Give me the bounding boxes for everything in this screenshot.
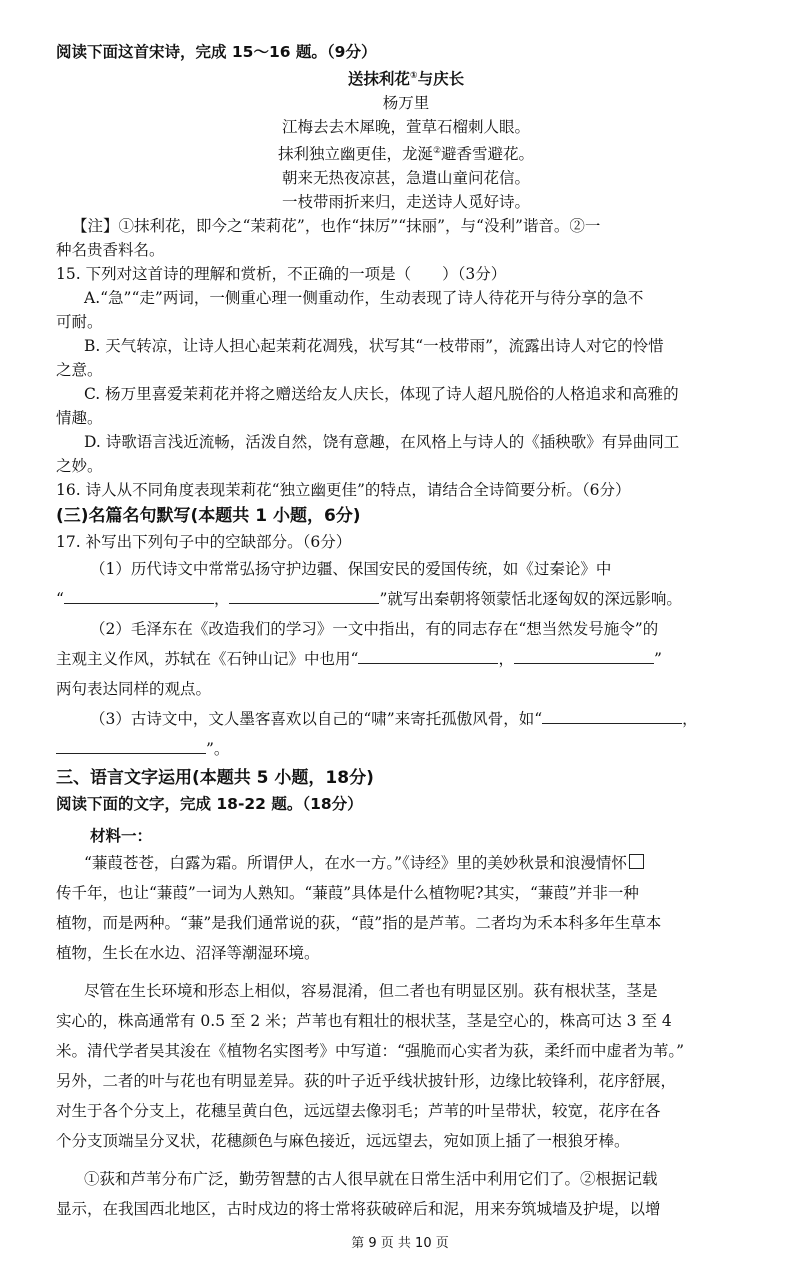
poem-title: 送抹利花①与庆长 xyxy=(347,70,465,89)
option-b-cont: 之意。 xyxy=(56,361,103,380)
exam-page xyxy=(56,40,756,1224)
option-c: C. 杨万里喜爱茉莉花并将之赠送给友人庆长，体现了诗人超凡脱俗的人格追求和高雅的 xyxy=(84,385,679,404)
answer-blank[interactable] xyxy=(542,709,682,724)
section-title: (三)名篇名句默写(本题共 1 小题，6分) xyxy=(56,506,361,527)
option-d: D. 诗歌语言浅近流畅，活泼自然，饶有意趣，在风格上与诗人的《插秧歌》有异曲同工 xyxy=(84,433,680,452)
fill-item-3: （3）古诗文中，文人墨客喜欢以自己的“啸”来寄托孤傲风骨，如“ ， xyxy=(90,710,698,729)
passage-line: 显示，在我国西北地区，古时戍边的将士常将荻破碎后和泥，用来夯筑城墙及护堤，以增 xyxy=(56,1200,661,1219)
material-label: 材料一： xyxy=(90,827,153,846)
fill-item-1-blanks: “ ， ”就写出秦朝将领蒙恬北逐匈奴的深远影响。 xyxy=(56,590,682,609)
part-title: 三、语言文字运用(本题共 5 小题，18分) xyxy=(56,768,374,789)
poem-author: 杨万里 xyxy=(382,94,430,113)
footnote-mark: ① xyxy=(409,71,418,81)
option-d-cont: 之妙。 xyxy=(56,457,103,476)
checkbox-square xyxy=(629,854,644,869)
passage-line: 植物，生长在水边、沼泽等潮湿环境。 xyxy=(56,944,320,963)
poem-line: 朝来无热夜凉甚，急遣山童问花信。 xyxy=(281,169,530,188)
fill-item-1: （1）历代诗文中常常弘扬守护边疆、保国安民的爱国传统，如《过秦论》中 xyxy=(90,560,612,579)
answer-blank[interactable] xyxy=(358,649,498,664)
answer-blank[interactable] xyxy=(229,589,379,604)
passage-line: 米。清代学者吴其浚在《植物名实图考》中写道：“强脆而心实者为荻，柔纤而中虚者为苇。” xyxy=(56,1042,685,1061)
option-a: A.“急”“走”两词，一侧重心理一侧重动作，生动表现了诗人待花开与待分享的急不 xyxy=(84,289,644,308)
poem-note: 种名贵香料名。 xyxy=(56,241,165,260)
part-intro: 阅读下面的文字，完成 18-22 题。（18分） xyxy=(56,795,363,814)
answer-blank[interactable] xyxy=(514,649,654,664)
fill-item-3-cont: ”。 xyxy=(56,734,756,764)
question-16: 16. 诗人从不同角度表现茉莉花“独立幽更佳”的特点，请结合全诗简要分析。（6分） xyxy=(56,481,631,500)
passage-line: 对生于各个分支上，花穗呈黄白色，远远望去像羽毛；芦苇的叶呈带状，较宽，花序在各 xyxy=(56,1102,661,1121)
fill-item-2-cont: 两句表达同样的观点。 xyxy=(56,680,212,699)
passage-line: 另外，二者的叶与花也有明显差异。荻的叶子近乎线状披针形，边缘比较锋利，花序舒展， xyxy=(56,1072,677,1091)
poem-line: 抹利独立幽更佳，龙涎②避香雪避花。 xyxy=(277,145,535,164)
fill-item-2: （2）毛泽东在《改造我们的学习》一文中指出，有的同志存在“想当然发号施令”的 xyxy=(90,620,659,639)
option-c-cont: 情趣。 xyxy=(56,409,103,428)
page-footer: 第 9 页 共 10 页 xyxy=(351,1236,449,1251)
passage-line: ①荻和芦苇分布广泛，勤劳智慧的古人很早就在日常生活中利用它们了。②根据记载 xyxy=(84,1170,658,1189)
option-a-cont: 可耐。 xyxy=(56,313,103,332)
passage-line: 个分支顶端呈分叉状，花穗颜色与麻色接近，远远望去，宛如顶上插了一根狼牙棒。 xyxy=(56,1132,630,1151)
passage-line: 实心的，株高通常有 0.5 至 2 米；芦苇也有粗壮的根状茎，茎是空心的，株高可达 3 至 4 xyxy=(56,1012,672,1031)
answer-blank[interactable] xyxy=(56,739,206,754)
passage-line: “蒹葭苍苍，白露为霜。所谓伊人，在水一方。”《诗经》里的美妙秋景和浪漫情怀 xyxy=(56,848,756,878)
footnote-mark: ② xyxy=(432,146,442,157)
option-b: B. 天气转凉，让诗人担心起茉莉花凋残，状写其“一枝带雨”，流露出诗人对它的怜惜 xyxy=(84,337,664,356)
poem-line: 一枝带雨折来归，走送诗人觅好诗。 xyxy=(281,193,530,212)
question-15: 15. 下列对这首诗的理解和赏析，不正确的一项是（ ）（3分） xyxy=(56,265,507,284)
poem-note: 【注】①抹利花，即今之“茉莉花”，也作“抹厉”“抹丽”，与“没利”谐音。②一 xyxy=(72,217,601,236)
passage-line: 传千年，也让“蒹葭”一词为人熟知。“蒹葭”具体是什么植物呢?其实，“蒹葭”并非一种 xyxy=(56,884,639,903)
passage-line: 尽管在生长环境和形态上相似，容易混淆，但二者也有明显区别。荻有根状茎，茎是 xyxy=(84,982,658,1001)
fill-item-2-blanks: 主观主义作风，苏轼在《石钟山记》中也用“ ， ” xyxy=(56,650,662,669)
passage-line: 植物，而是两种。“蒹”是我们通常说的荻，“葭”指的是芦苇。二者均为禾本科多年生草本 xyxy=(56,914,662,933)
question-17: 17. 补写出下列句子中的空缺部分。（6分） xyxy=(56,533,352,552)
poem-intro: 阅读下面这首宋诗，完成 15～16 题。（9分） xyxy=(56,43,377,61)
answer-blank[interactable] xyxy=(64,589,214,604)
poem-line: 江梅去去木犀晚，萱草石榴刺人眼。 xyxy=(281,118,530,137)
